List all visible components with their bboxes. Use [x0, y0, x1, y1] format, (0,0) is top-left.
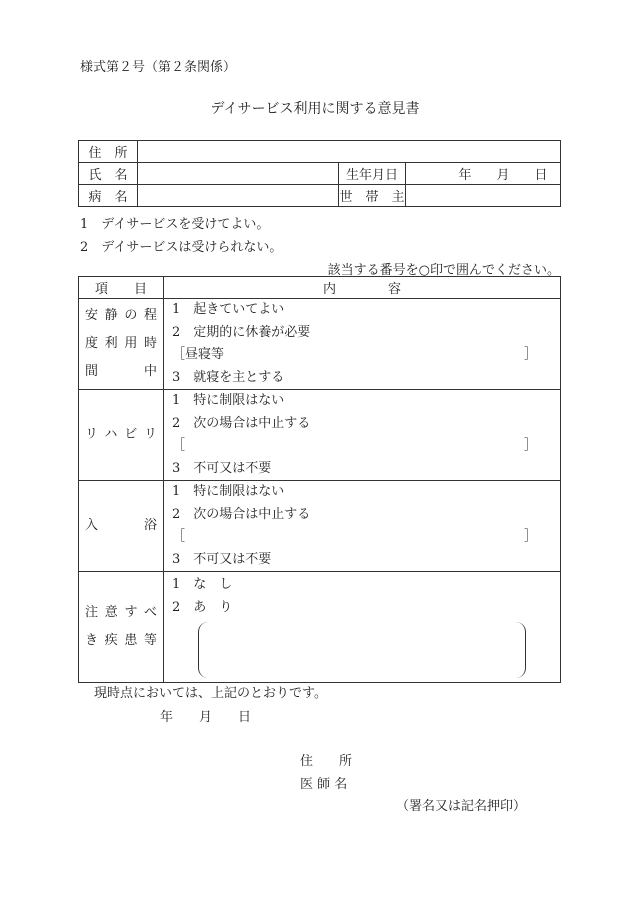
day-label: 日 [534, 168, 548, 183]
rest-level-options[interactable] [164, 299, 561, 390]
rehab-condition-bracket[interactable] [164, 435, 560, 458]
caution-option-1[interactable]: 1 な し [172, 577, 233, 592]
bathing-condition-bracket[interactable] [164, 526, 560, 549]
rest-label-line-3: 間 中 [85, 364, 157, 379]
bracket-open: ［ [172, 438, 186, 453]
rehab-option-1[interactable]: 1 特に制限はない [172, 393, 285, 408]
rest-option-3[interactable]: 3 就寝を主とする [172, 369, 285, 385]
bracket-close: ］ [524, 529, 538, 544]
rehab-label [79, 390, 164, 481]
rest-note-bracket [164, 344, 560, 367]
date-line[interactable]: 年 月 日 [160, 710, 252, 725]
form-number-label: 様式第２号（第２条関係） [80, 60, 237, 75]
rest-note-label: ［昼寝等 [172, 347, 225, 362]
bathing-option-2[interactable]: 2 次の場合は中止する [172, 506, 311, 522]
rehab-option-2[interactable]: 2 次の場合は中止する [172, 415, 311, 431]
rehab-option-3[interactable]: 3 不可又は不要 [172, 460, 272, 476]
option-1: 1 デイサービスを受けてよい。 [80, 217, 270, 232]
address-label: 住 所 [79, 141, 138, 163]
disease-label: 病 名 [79, 185, 138, 207]
content-header: 内 容 [164, 277, 561, 299]
caution-disease-options[interactable] [164, 572, 561, 683]
householder-label: 世 帯 主 [339, 185, 406, 207]
document-title: デイサービス利用に関する意見書 [210, 101, 420, 117]
bathing-label [79, 481, 164, 572]
caution-option-2[interactable]: 2 あ り [172, 599, 233, 615]
bracket-close: ］ [524, 438, 538, 453]
bathing-label-text: 入 浴 [85, 518, 157, 533]
bathing-option-3[interactable]: 3 不可又は不要 [172, 551, 272, 567]
instruction-note: 該当する番号を○印で囲んでください。 [327, 263, 560, 278]
assessment-table [78, 276, 561, 683]
rest-option-2[interactable]: 2 定期的に休養が必要 [172, 324, 311, 340]
doctor-address-label: 住 所 [300, 754, 353, 769]
option-2: 2 デイサービスは受けられない。 [80, 240, 283, 255]
birthdate-label: 生年月日 [339, 163, 406, 185]
rest-level-label [79, 299, 164, 390]
address-field[interactable] [138, 141, 561, 163]
bracket-open: ［ [172, 529, 186, 544]
item-header: 項 目 [79, 277, 164, 299]
householder-field[interactable] [406, 185, 561, 207]
personal-info-table [78, 140, 561, 207]
month-label: 月 [496, 168, 510, 183]
name-label: 氏 名 [79, 163, 138, 185]
name-field[interactable] [138, 163, 339, 185]
rest-option-1[interactable]: 1 起きていてよい [172, 302, 285, 317]
caution-detail-bracket[interactable] [198, 622, 526, 678]
bathing-option-1[interactable]: 1 特に制限はない [172, 484, 285, 499]
doctor-name-label: 医 師 名 [300, 777, 348, 792]
confirmation-text: 現時点においては、上記のとおりです。 [94, 686, 327, 701]
caution-label-line-1: 注意すべ [85, 605, 157, 620]
rest-label-line-1: 安静の程 [85, 308, 157, 323]
rest-label-line-2: 度利用時 [85, 336, 157, 351]
rehab-options[interactable] [164, 390, 561, 481]
birthdate-field[interactable] [406, 163, 561, 185]
caution-disease-label [79, 572, 164, 683]
bracket-close: ］ [524, 347, 538, 362]
bathing-options[interactable] [164, 481, 561, 572]
disease-field[interactable] [138, 185, 339, 207]
signature-note: （署名又は記名押印） [396, 799, 527, 814]
rehab-label-text: リハビリ [85, 427, 157, 442]
caution-label-line-2: き疾患等 [85, 633, 157, 648]
year-label: 年 [458, 168, 472, 183]
